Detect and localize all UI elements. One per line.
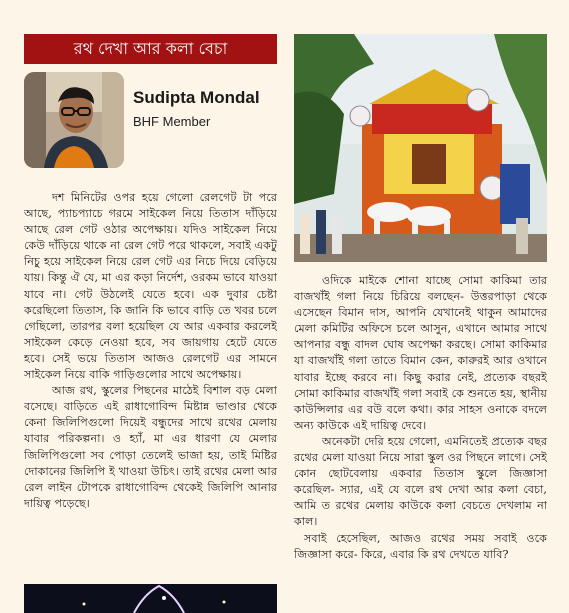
- paragraph: অনেকটা দেরি হয়ে গেলো, এমনিতেই প্রত্যেক বছর রথের মেলা যাওয়া নিয়ে সারা স্কুল ওর পিছনে লাগে। সেই কোন ছোটবেলায় একবার তিতাস স্কুলে জিজ্ঞাসা করেছিল- স্যার, এই যে বলে রথ দেখা আর কলা বেচা, আমি ত রথের মেলায় কাউকে কলা বেচতে দেখলাম না কাল।: [294, 434, 547, 529]
- left-column: [24, 190, 277, 512]
- paragraph: সবাই হেসেছিল, আজও রথের সময় সবাই ওকে জিজ্ঞাসা করে- কিরে, এবার কি রথ দেখতে যাবি?: [294, 531, 547, 561]
- paragraph: ওদিকে মাইকে শোনা যাচ্ছে সোমা কাকিমা তার বাজখাঁই গলা নিয়ে চিরিয়ে বলছেন- উত্তরপাড়া থেকে এসেছেন বিমান দাস, আপনি যেখানেই থাকুন আমাদের মেলা কমিটির অফিসে চলে আসুন, এখানে আমার সাথে আপনার বন্ধু বাদল ঘোষ অপেক্ষা করছে। সোমা কাকিমার যা বাজখাঁই গলা তাতে বিমান কেন, কারুরই আর ওখানে যাবার ইচ্ছে করবে না। কিছু করার নেই, প্রত্যেক বছরই সোমা কাকিমার বাজখাঁই গলা সবাই কে শুনতে হয়, স্থানীয় কাউন্সিলার এর বউ বলে কথা। কার সাহস ওনাকে বদলে অন্য কাউকে এই দায়িত্ব দেবে।: [294, 274, 547, 432]
- author-role: BHF Member: [133, 114, 211, 129]
- chariot-photo: [294, 34, 547, 262]
- author-name: Sudipta Mondal: [133, 88, 260, 107]
- article-title: রথ দেখা আর কলা বেচা: [24, 34, 277, 64]
- paragraph: আজ রথ, স্কুলের পিছনের মাঠেই বিশাল বড় মেলা বসেছে। বাড়িতে এই রাধাগোবিন্দ মিষ্টান্ন ভাণ্ডার থেকে কেনা জিলিপিগুলো দিয়েই বন্ধুদের সাথে রথের মেলায় যাবার পরিকল্পনা। ও হ্যাঁ, মা এর ধারণা যে মেলার জিলিপিগুলো সব পোড়া তেলেই ভাজা হয়, তাই মিষ্টির দোকানের জিলিপি ই খাওয়া উচিৎ। তাই রথের মেলা আর রেল লাইন টোপকে রাধাগোবিন্দ থেকেই জিলিপি আনার দায়িত্ব পড়েছে।: [24, 384, 277, 510]
- night-photo: [24, 584, 277, 613]
- right-column: [294, 273, 547, 563]
- paragraph: দশ মিনিটের ওপর হয়ে গেলো রেলগেট টা পরে আছে, প্যাচপ্যাচে গরমে সাইকেল নিয়ে তিতাস দাঁড়িয়ে আছে রেল গেট ওঠার অপেক্ষায়। যদিও সাইকেল নিয়ে কেউ দাঁড়িয়ে থাকে না রেল গেট পরে থাকলে, সবাই একটু নিচু হয়ে সাইকেল নিয়ে রেল গেট এর নিচে দিয়ে বেড়িয়ে যায়। কিন্তু ঐ যে, মা এর কড়া নির্দেশ, ওরকম ভাবে যাওয়া যাবে না। গেট উঠলেই যেতে হবে। এক দুবার চেষ্টা করেছিলো তিতাস, কি জানি কি ভাবে বাড়ি তে খবর চলে গেছিলো, তারপর বলা হয়েছিল যে আর একবার করলেই সাইকেল কেড়ে নেওয়া হবে, সব জায়গায় হেটে যেতে হবে। সেই ভয়ে তিতাস আজও রেলগেট এর সামনে সাইকেল নিয়ে বাকি গাড়িগুলোর সাথে অপেক্ষায়।: [24, 191, 277, 382]
- author-photo: [24, 72, 124, 168]
